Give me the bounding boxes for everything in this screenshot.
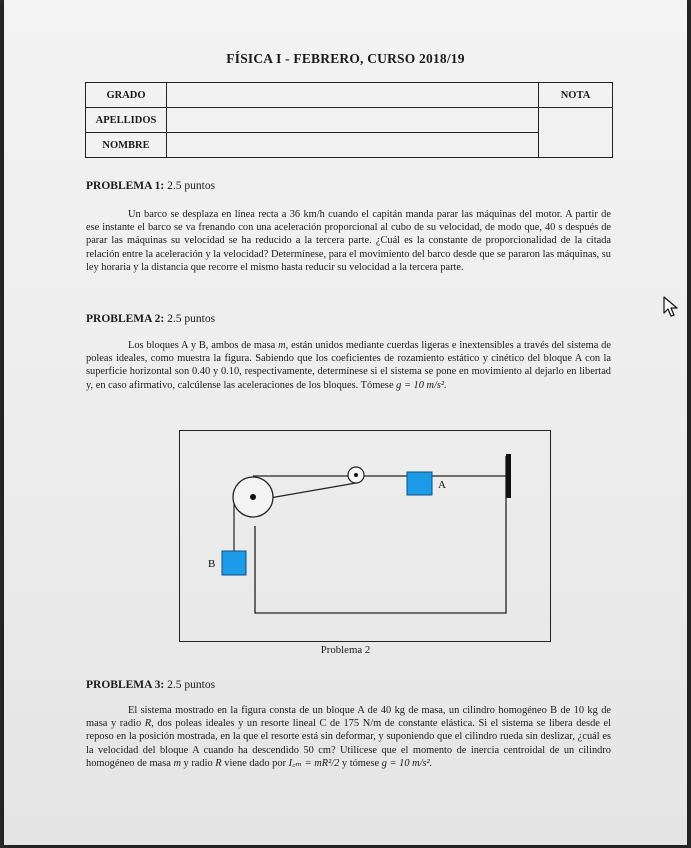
nota-field[interactable] (539, 108, 613, 158)
problem-3-formula-i: I꜀ₘ = mR²/2 (288, 757, 340, 769)
problem-3-var-r2: R (215, 757, 222, 769)
big-pulley-axle (250, 494, 256, 500)
problem-1-points: 2.5 puntos (167, 180, 216, 192)
problem-3-text-a: El sistema mostrado en la figura consta de un bloque A de 40 kg de masa, un cilindro homogéneo B de 10 kg de masa y radio (86, 705, 611, 730)
problem-2-text-b: , están unidos mediante cuerdas ligeras e inextensibles a través del sistema de poleas ideales, como muestra la figura. Sabiendo que los coeficientes de rozamiento estático y cinético del bloque A con la superficie horizontal son 0.40 y 0.10, respectivamente, determínese si el sistema se pone en movimiento al dejarlo en libertad y, en caso afirmativo, calcúlense las aceleraciones de los bloques. Tómese (86, 340, 611, 391)
problem-3-formula-g: g = 10 m/s². (381, 757, 433, 769)
surface-outline (255, 456, 506, 613)
problem-2-var-m: m (278, 340, 286, 351)
nombre-field[interactable] (167, 133, 539, 158)
problem-3-points: 2.5 puntos (167, 679, 216, 691)
apellidos-field[interactable] (167, 108, 539, 133)
label-a: A (438, 479, 446, 491)
problem-3-label: PROBLEMA 3: (86, 679, 165, 691)
wall (506, 454, 511, 498)
problem-2-points: 2.5 puntos (167, 313, 216, 325)
problem-3-heading (86, 679, 215, 691)
grado-field[interactable] (167, 83, 539, 108)
problem-3-text (86, 704, 611, 770)
problem-3-var-r: R (144, 718, 152, 730)
nombre-label: NOMBRE (86, 133, 167, 158)
nota-label: NOTA (539, 83, 613, 108)
problem-3-text-b: , dos poleas ideales y un resorte lineal C de 175 N/m de constante elástica. Si el sistema se libera desde el reposo en la posición mostrada, en la que el resorte está sin deformar, y suponiendo que el cilindro rueda sin deslizar, ¿cuál es la velocidad del bloque A cuando ha descendido 50 cm? Utilícese que el momento de inercia centroidal de un cilindro homogéneo de masa (86, 718, 612, 769)
mouse-cursor-icon (663, 296, 679, 318)
problem-2-text-a: Los bloques A y B, ambos de masa (128, 340, 279, 351)
problem-3-var-m: m (173, 757, 181, 769)
problem-3-text-d: viene dado por (221, 757, 289, 769)
figure-caption: Problema 2 (320, 644, 371, 656)
problem-2-figure (179, 430, 551, 642)
problem-2-formula-g: g = 10 m/s². (396, 379, 447, 391)
problem-2-heading (86, 313, 215, 325)
grado-label: GRADO (86, 83, 167, 108)
block-a (407, 472, 432, 495)
problem-3-text-e: y tómese (339, 757, 382, 769)
exam-sheet (4, 0, 687, 845)
apellidos-label: APELLIDOS (86, 108, 167, 133)
problem-2-label: PROBLEMA 2: (86, 313, 165, 325)
pulley-diagram (180, 431, 550, 641)
problem-1-heading (86, 180, 215, 192)
rope-lower (264, 483, 356, 499)
problem-3-text-c: y radio (180, 757, 216, 769)
student-info-table (85, 82, 613, 158)
label-b: B (208, 558, 216, 570)
small-pulley-axle (354, 473, 358, 477)
exam-title: FÍSICA I - FEBRERO, CURSO 2018/19 (226, 51, 465, 66)
block-b (222, 551, 246, 575)
problem-1-text: Un barco se desplaza en línea recta a 36 km/h cuando el capitán manda parar las máquinas del motor. A partir de ese instante el barco se va frenando con una aceleración proporcional al cubo de su velocidad, de modo que, 40 s después de parar las máquinas su velocidad se ha reducido a la tercera parte. ¿Cuál es la constante de proporcionalidad de la citada relación entre la aceleración y la velocidad? Determínese, para el movimiento del barco desde que se pararon las máquinas, su ley horaria y la distancia que recorre el mismo hasta reducir su velocidad a la tercera parte. (86, 209, 611, 273)
problem-2-text (86, 339, 611, 392)
problem-1-label: PROBLEMA 1: (86, 180, 165, 192)
